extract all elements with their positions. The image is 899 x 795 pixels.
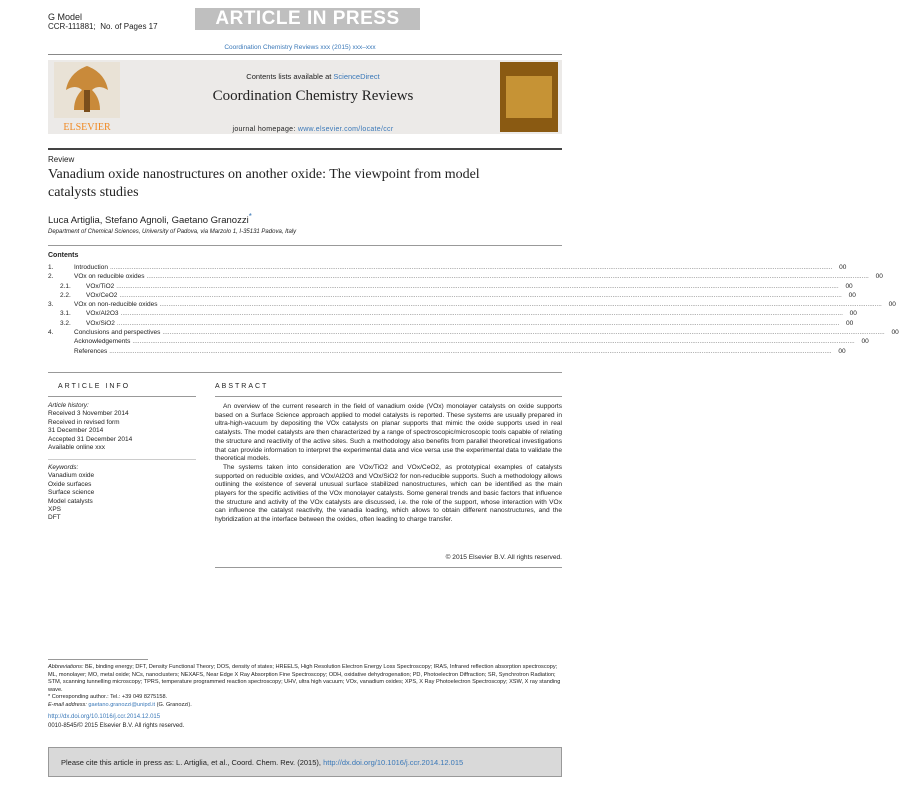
header-divider (48, 54, 562, 55)
keyword-item: DFT (48, 514, 61, 522)
toc-entry-number: 2.1. (60, 282, 71, 290)
toc-leader: ................................................................................................................................................................................................................................................................................................................................................................................................................ (159, 301, 882, 309)
keywords-label: Keywords: (48, 464, 79, 471)
toc-entry-page: 00 (888, 301, 896, 309)
toc-entry-title: VOx on non-reducible oxides (74, 301, 158, 309)
toc-entry-title: Introduction (74, 264, 108, 271)
toc-leader: ................................................................................................................................................................................................................................................................................................................................................................................................................ (162, 329, 885, 337)
toc-entry-number: 1. (48, 264, 54, 271)
abstract-body (215, 403, 562, 525)
cite-notice (48, 747, 562, 777)
toc-entry-page: 00 (849, 310, 857, 318)
top-citation[interactable]: Coordination Chemistry Reviews xxx (2015) xxx–xxx (224, 44, 376, 51)
toc-entry-page: 00 (838, 347, 846, 355)
sciencedirect-link[interactable]: ScienceDirect (333, 72, 380, 81)
toc-entry-page: 00 (891, 329, 899, 337)
contents-available (126, 72, 500, 81)
svg-text:ELSEVIER: ELSEVIER (63, 122, 111, 133)
toc-entry-title: VOx/CeO2 (86, 291, 118, 299)
toc-entry[interactable] (48, 309, 857, 318)
cite-prefix: Please cite this article in press as: L. Artiglia, et al., Coord. Chem. Rev. (2015), (61, 758, 321, 767)
table-of-contents (48, 263, 899, 356)
email-link[interactable]: gaetano.granozzi@unipd.it (88, 701, 156, 708)
history-item: Received 3 November 2014 (48, 410, 129, 418)
toc-entry-title: Conclusions and perspectives (74, 329, 161, 337)
toc-leader: ................................................................................................................................................................................................................................................................................................................................................................................................................ (109, 347, 832, 355)
toc-entry-page: 00 (846, 319, 854, 327)
journal-title: Coordination Chemistry Reviews (212, 88, 414, 104)
author-list (48, 212, 252, 226)
history-item: 31 December 2014 (48, 427, 104, 435)
toc-entry[interactable] (48, 291, 856, 300)
toc-entry[interactable] (48, 319, 854, 328)
toc-entry-title: VOx/SiO2 (86, 319, 115, 327)
issn-line: 0010-8545/© 2015 Elsevier B.V. All rights reserved. (48, 723, 185, 729)
toc-entry-page: 00 (848, 291, 856, 299)
toc-entry-page: 00 (839, 264, 847, 271)
keywords (48, 464, 196, 523)
email-label: E-mail address: (48, 701, 87, 708)
header-meta (48, 12, 158, 32)
ref-code: CCR-111881; (48, 22, 96, 31)
toc-heading: Contents (48, 252, 79, 259)
toc-leader: ................................................................................................................................................................................................................................................................................................................................................................................................................ (116, 319, 840, 327)
contents-prefix: Contents lists available at (246, 72, 332, 81)
title-rule (48, 148, 562, 150)
toc-entry-title: Acknowledgements (74, 338, 131, 346)
article-type: Review (48, 155, 75, 164)
keyword-item: Surface science (48, 489, 95, 497)
copyright: © 2015 Elsevier B.V. All rights reserved. (445, 554, 562, 561)
article-in-press-banner: ARTICLE IN PRESS (195, 8, 420, 30)
toc-entry-title: References (74, 347, 108, 355)
toc-entry-number: 4. (48, 329, 54, 337)
toc-entry-title: VOx/Al2O3 (86, 310, 119, 318)
article-info-heading: ARTICLE INFO (58, 383, 131, 390)
info-rule (48, 372, 562, 373)
abbreviations-text: BE, binding energy; DFT, Density Functional Theory; DOS, density of states; HREELS, High Resolution Electron Energy Loss Spectroscopy; IRAS, Infrared reflection absorption spectroscopy; ML, monolayer; MO, metal oxide; NCs, nanoclusters; NEXAFS, Near Edge X Ray Absorption Fine Spectroscopy; ODH, oxidative dehydrogenation; PD, Photoelectron Diffraction; SR, Synchrotron Radiation; STM, scanning tunnelling microscopy; TPRS, temperature programmed reaction spectroscopy; UHV, ultra high vacuum; VOx, vanadium oxides; XPS, X Ray Photoelectron Spectroscopy; XSW, X ray standing wave. (48, 664, 561, 693)
toc-entry-number: 3.2. (60, 319, 71, 327)
toc-entry[interactable] (48, 347, 846, 356)
corresponding-mark[interactable]: * (248, 212, 252, 221)
toc-entry[interactable] (48, 263, 847, 272)
toc-entry[interactable] (48, 328, 899, 337)
toc-leader: ................................................................................................................................................................................................................................................................................................................................................................................................................ (109, 264, 833, 271)
email-line (48, 702, 562, 710)
cite-doi-link[interactable]: http://dx.doi.org/10.1016/j.ccr.2014.12.015 (323, 758, 464, 767)
history-item: Available online xxx (48, 444, 105, 452)
keyword-item: Vanadium oxide (48, 472, 95, 480)
email-suffix: (G. Granozzi). (156, 701, 192, 708)
g-model-label: G Model (48, 12, 83, 22)
toc-entry-page: 00 (861, 338, 869, 346)
abstract-end-rule (215, 567, 562, 568)
toc-entry-number (48, 347, 74, 356)
keyword-item: Oxide surfaces (48, 480, 92, 488)
toc-entry[interactable] (48, 272, 883, 281)
toc-entry-title: VOx on reducible oxides (74, 273, 145, 281)
toc-entry-title: VOx/TiO2 (86, 282, 115, 290)
toc-leader: ................................................................................................................................................................................................................................................................................................................................................................................................................ (132, 338, 855, 346)
toc-entry-number: 3.1. (60, 310, 71, 318)
page-count: No. of Pages 17 (100, 22, 158, 31)
abstract-heading: ABSTRACT (215, 383, 269, 390)
abstract-rule (215, 396, 562, 397)
toc-entry-number: 3. (48, 301, 54, 309)
journal-cover-image[interactable] (500, 62, 558, 132)
elsevier-logo[interactable] (48, 60, 126, 134)
corresponding-author: * Corresponding author.: Tel.: +39 049 8275158. (48, 694, 168, 701)
article-title: Vanadium oxide nanostructures on another oxide: The viewpoint from model catalysts studies (48, 167, 480, 200)
toc-entry[interactable] (48, 282, 853, 291)
keyword-item: XPS (48, 506, 62, 514)
toc-leader: ................................................................................................................................................................................................................................................................................................................................................................................................................ (120, 310, 843, 318)
toc-entry[interactable] (48, 337, 869, 346)
history-label: Article history: (48, 402, 89, 409)
toc-entry-page: 00 (845, 282, 853, 290)
doi-link[interactable]: http://dx.doi.org/10.1016/j.ccr.2014.12.015 (48, 714, 161, 720)
article-info-rule (48, 396, 196, 397)
footnotes (48, 664, 562, 710)
journal-homepage (126, 126, 500, 133)
affiliation: Department of Chemical Sciences, University of Padova, via Marzolo 1, I-35131 Padova, Italy (48, 229, 297, 235)
toc-entry-number: 2. (48, 273, 54, 281)
toc-leader: ................................................................................................................................................................................................................................................................................................................................................................................................................ (119, 291, 842, 299)
toc-leader: ................................................................................................................................................................................................................................................................................................................................................................................................................ (116, 282, 839, 290)
article-history (48, 402, 196, 452)
homepage-url[interactable]: www.elsevier.com/locate/ccr (297, 126, 394, 133)
toc-entry-number (48, 337, 74, 346)
toc-entry[interactable] (48, 300, 896, 309)
toc-entry-number: 2.2. (60, 291, 71, 299)
toc-rule (48, 245, 562, 246)
homepage-label: journal homepage: (232, 126, 296, 133)
abstract-paragraph-1: An overview of the current research in the field of vanadium oxide (VOx) monolayer catalysts on oxide supports based on a Surface Science approach applied to model catalysts is reported. These systems are usually prepared in ultra-high-vacuum by depositing the VOx catalysts on planar supports that mimic the oxide supports used in real catalysts. The model catalysts are then characterized by a range of spectroscopic/microscopic tools capable of relating the structure and reactivity of the active sites. Such a methodology also benefits from parallel theoretical investigations that can provide information to interpret the experimental data and vice versa use the experimental data to validate the theoretical models. (215, 403, 562, 463)
footnote-rule (48, 659, 148, 660)
toc-leader: ................................................................................................................................................................................................................................................................................................................................................................................................................ (146, 273, 869, 281)
keywords-rule (48, 459, 196, 460)
history-item: Received in revised form (48, 418, 120, 426)
abstract-paragraph-2: The systems taken into consideration are VOx/TiO2 and VOx/CeO2, as prototypical examples of catalysts supported on reducible oxides, and VOx/Al2O3 and VOx/SiO2 for non-reducible supports. Such a methodology allows outlining the existence of several unusual surface stabilized nanostructures, which can be identified as the main players for the specific activities of the VOx monolayer catalysts. Some general trends and basic factors that influence the structure and activity of the VOx catalysts are discussed, i.e. the role of the support, whose interaction with VOx can influence the catalyst reactivity, the vanadia loading, which allows to obtain different nanostructures, and the hybridization at the interface between the oxides, often leading to charge transfer. (215, 463, 562, 524)
abbreviations-label: Abbreviations: (48, 664, 84, 670)
abbreviations (48, 664, 562, 694)
history-item: Accepted 31 December 2014 (48, 435, 133, 443)
toc-entry-page: 00 (875, 273, 883, 281)
authors: Luca Artiglia, Stefano Agnoli, Gaetano Granozzi (48, 215, 249, 227)
keyword-item: Model catalysts (48, 497, 93, 505)
